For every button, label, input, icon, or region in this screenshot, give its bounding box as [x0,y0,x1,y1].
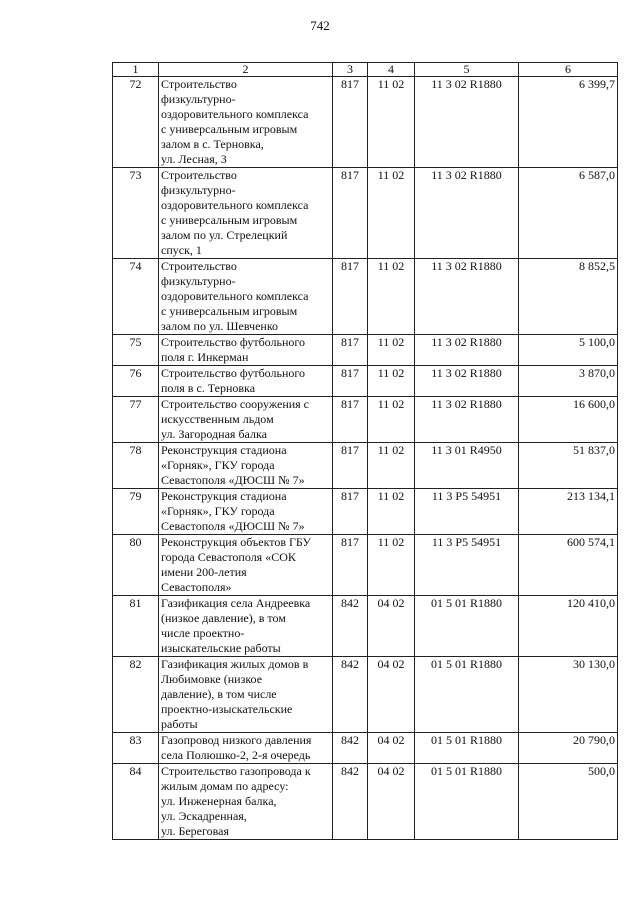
table-row [113,397,618,443]
section-code-cell: 11 02 [368,77,415,168]
row-number-cell: 82 [113,657,159,733]
table-row [113,596,618,657]
table-row [113,335,618,366]
section-code-cell: 11 02 [368,489,415,535]
amount-cell: 600 574,1 [519,535,618,596]
target-article-cell: 11 3 02 R1880 [415,168,519,259]
column-header: 5 [415,63,519,77]
table-row [113,733,618,764]
section-code-cell: 11 02 [368,443,415,489]
section-code-cell: 11 02 [368,335,415,366]
target-article-cell: 01 5 01 R1880 [415,764,519,840]
ministry-code-cell: 817 [333,77,368,168]
table-row [113,168,618,259]
section-code-cell: 04 02 [368,657,415,733]
object-name-cell: Реконструкция стадиона «Горняк», ГКУ города Севастополя «ДЮСШ № 7» [159,443,333,489]
amount-cell: 20 790,0 [519,733,618,764]
object-name-cell: Газопровод низкого давления села Полюшко-2, 2-я очередь [159,733,333,764]
ministry-code-cell: 817 [333,366,368,397]
object-name-cell: Строительство газопровода к жилым домам по адресу: ул. Инженерная балка, ул. Эскадренная, ул. Береговая [159,764,333,840]
section-code-cell: 04 02 [368,596,415,657]
table-row [113,443,618,489]
object-name-cell: Газификация села Андреевка (низкое давление), в том числе проектно- изыскательские работы [159,596,333,657]
ministry-code-cell: 842 [333,596,368,657]
amount-cell: 5 100,0 [519,335,618,366]
ministry-code-cell: 842 [333,657,368,733]
row-number-cell: 72 [113,77,159,168]
table-row [113,764,618,840]
ministry-code-cell: 817 [333,489,368,535]
column-header: 3 [333,63,368,77]
table-row [113,657,618,733]
row-number-cell: 76 [113,366,159,397]
page-number: 742 [310,18,330,33]
section-code-cell: 04 02 [368,733,415,764]
ministry-code-cell: 817 [333,535,368,596]
target-article-cell: 11 3 02 R1880 [415,77,519,168]
table-row [113,77,618,168]
section-code-cell: 11 02 [368,535,415,596]
column-header: 1 [113,63,159,77]
section-code-cell: 11 02 [368,397,415,443]
row-number-cell: 80 [113,535,159,596]
amount-cell: 213 134,1 [519,489,618,535]
row-number-cell: 77 [113,397,159,443]
amount-cell: 6 587,0 [519,168,618,259]
ministry-code-cell: 817 [333,259,368,335]
target-article-cell: 11 3 02 R1880 [415,335,519,366]
ministry-code-cell: 817 [333,335,368,366]
section-code-cell: 04 02 [368,764,415,840]
row-number-cell: 74 [113,259,159,335]
amount-cell: 3 870,0 [519,366,618,397]
row-number-cell: 73 [113,168,159,259]
section-code-cell: 11 02 [368,259,415,335]
object-name-cell: Строительство футбольного поля г. Инкерман [159,335,333,366]
ministry-code-cell: 817 [333,397,368,443]
target-article-cell: 11 3 01 R4950 [415,443,519,489]
object-name-cell: Реконструкция объектов ГБУ города Севастополя «СОК имени 200-летия Севастополя» [159,535,333,596]
amount-cell: 6 399,7 [519,77,618,168]
amount-cell: 51 837,0 [519,443,618,489]
ministry-code-cell: 817 [333,168,368,259]
target-article-cell: 01 5 01 R1880 [415,657,519,733]
table-row [113,366,618,397]
section-code-cell: 11 02 [368,168,415,259]
amount-cell: 120 410,0 [519,596,618,657]
object-name-cell: Строительство физкультурно- оздоровительного комплекса с универсальным игровым залом по ул. Шевченко [159,259,333,335]
ministry-code-cell: 842 [333,764,368,840]
table-row [113,489,618,535]
amount-cell: 16 600,0 [519,397,618,443]
row-number-cell: 75 [113,335,159,366]
object-name-cell: Реконструкция стадиона «Горняк», ГКУ города Севастополя «ДЮСШ № 7» [159,489,333,535]
section-code-cell: 11 02 [368,366,415,397]
table-row [113,535,618,596]
object-name-cell: Газификация жилых домов в Любимовке (низкое давление), в том числе проектно-изыскательские работы [159,657,333,733]
target-article-cell: 11 3 P5 54951 [415,489,519,535]
object-name-cell: Строительство сооружения с искусственным льдом ул. Загородная балка [159,397,333,443]
target-article-cell: 01 5 01 R1880 [415,733,519,764]
ministry-code-cell: 817 [333,443,368,489]
column-header: 2 [159,63,333,77]
table-row [113,259,618,335]
amount-cell: 30 130,0 [519,657,618,733]
target-article-cell: 11 3 02 R1880 [415,397,519,443]
row-number-cell: 79 [113,489,159,535]
amount-cell: 500,0 [519,764,618,840]
target-article-cell: 11 3 02 R1880 [415,259,519,335]
row-number-cell: 83 [113,733,159,764]
amount-cell: 8 852,5 [519,259,618,335]
column-header: 6 [519,63,618,77]
row-number-cell: 78 [113,443,159,489]
row-number-cell: 81 [113,596,159,657]
target-article-cell: 11 3 02 R1880 [415,366,519,397]
target-article-cell: 01 5 01 R1880 [415,596,519,657]
object-name-cell: Строительство физкультурно- оздоровительного комплекса с универсальным игровым залом по ул. Стрелецкий спуск, 1 [159,168,333,259]
ministry-code-cell: 842 [333,733,368,764]
column-header: 4 [368,63,415,77]
budget-table [112,62,618,840]
object-name-cell: Строительство футбольного поля в с. Терновка [159,366,333,397]
row-number-cell: 84 [113,764,159,840]
header-row [113,63,618,77]
object-name-cell: Строительство физкультурно- оздоровительного комплекса с универсальным игровым залом в с. Терновка, ул. Лесная, 3 [159,77,333,168]
target-article-cell: 11 3 P5 54951 [415,535,519,596]
